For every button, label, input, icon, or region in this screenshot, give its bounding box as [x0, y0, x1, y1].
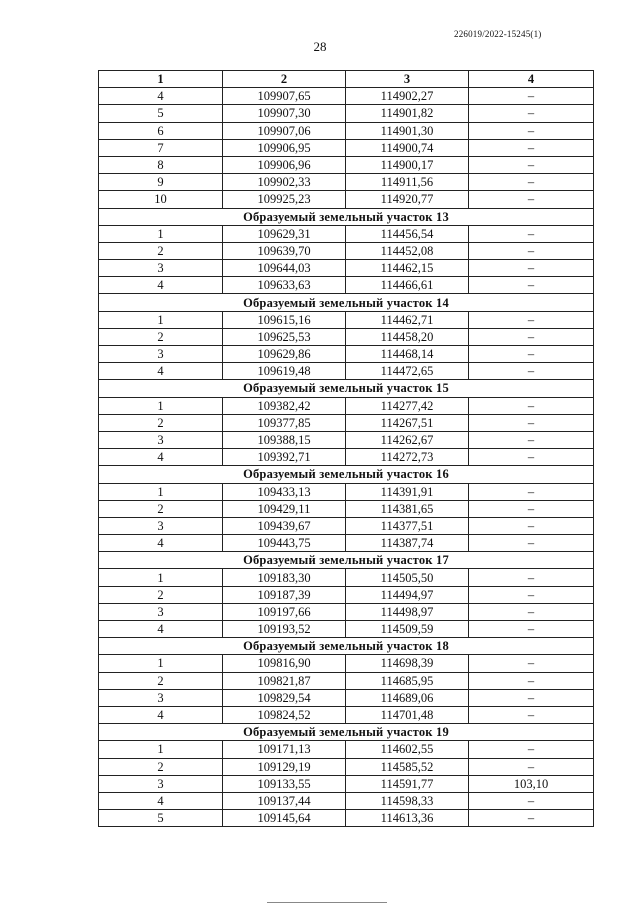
y-coordinate-cell: 114598,33	[346, 792, 469, 809]
value-cell: –	[469, 105, 594, 122]
table-row	[99, 156, 594, 173]
y-coordinate-cell: 114494,97	[346, 586, 469, 603]
column-header: 3	[346, 71, 469, 88]
value-cell: –	[469, 483, 594, 500]
table-row	[99, 655, 594, 672]
x-coordinate-cell: 109183,30	[223, 569, 346, 586]
table-row	[99, 775, 594, 792]
value-cell: –	[469, 449, 594, 466]
y-coordinate-cell: 114387,74	[346, 535, 469, 552]
point-number-cell: 3	[99, 689, 223, 706]
x-coordinate-cell: 109197,66	[223, 603, 346, 620]
section-header-row	[99, 294, 594, 311]
y-coordinate-cell: 114498,97	[346, 603, 469, 620]
point-number-cell: 2	[99, 758, 223, 775]
y-coordinate-cell: 114468,14	[346, 346, 469, 363]
table-row	[99, 397, 594, 414]
x-coordinate-cell: 109145,64	[223, 810, 346, 827]
value-cell: –	[469, 569, 594, 586]
x-coordinate-cell: 109193,52	[223, 621, 346, 638]
point-number-cell: 3	[99, 603, 223, 620]
x-coordinate-cell: 109907,30	[223, 105, 346, 122]
value-cell: –	[469, 500, 594, 517]
x-coordinate-cell: 109625,53	[223, 328, 346, 345]
y-coordinate-cell: 114689,06	[346, 689, 469, 706]
document-id: 226019/2022-15245(1)	[454, 29, 542, 39]
y-coordinate-cell: 114602,55	[346, 741, 469, 758]
point-number-cell: 4	[99, 792, 223, 809]
point-number-cell: 4	[99, 449, 223, 466]
table-row	[99, 706, 594, 723]
x-coordinate-cell: 109644,03	[223, 260, 346, 277]
table-row	[99, 260, 594, 277]
x-coordinate-cell: 109633,63	[223, 277, 346, 294]
value-cell: –	[469, 672, 594, 689]
x-coordinate-cell: 109392,71	[223, 449, 346, 466]
x-coordinate-cell: 109821,87	[223, 672, 346, 689]
table-row	[99, 483, 594, 500]
value-cell: –	[469, 517, 594, 534]
section-title: Образуемый земельный участок 18	[99, 638, 594, 655]
table-row	[99, 810, 594, 827]
coordinates-table	[98, 70, 594, 827]
point-number-cell: 4	[99, 88, 223, 105]
x-coordinate-cell: 109619,48	[223, 363, 346, 380]
point-number-cell: 2	[99, 328, 223, 345]
y-coordinate-cell: 114391,91	[346, 483, 469, 500]
table-row	[99, 500, 594, 517]
table-row	[99, 449, 594, 466]
y-coordinate-cell: 114901,82	[346, 105, 469, 122]
table-row	[99, 741, 594, 758]
y-coordinate-cell: 114277,42	[346, 397, 469, 414]
table-row	[99, 88, 594, 105]
point-number-cell: 3	[99, 346, 223, 363]
point-number-cell: 1	[99, 483, 223, 500]
x-coordinate-cell: 109171,13	[223, 741, 346, 758]
point-number-cell: 5	[99, 105, 223, 122]
table-row	[99, 174, 594, 191]
coordinates-table-body	[99, 71, 594, 827]
table-row	[99, 517, 594, 534]
y-coordinate-cell: 114381,65	[346, 500, 469, 517]
y-coordinate-cell: 114472,65	[346, 363, 469, 380]
section-header-row	[99, 552, 594, 569]
value-cell: –	[469, 414, 594, 431]
point-number-cell: 5	[99, 810, 223, 827]
point-number-cell: 3	[99, 517, 223, 534]
value-cell: –	[469, 621, 594, 638]
point-number-cell: 3	[99, 431, 223, 448]
x-coordinate-cell: 109629,86	[223, 346, 346, 363]
y-coordinate-cell: 114613,36	[346, 810, 469, 827]
table-row	[99, 191, 594, 208]
table-row	[99, 603, 594, 620]
y-coordinate-cell: 114462,15	[346, 260, 469, 277]
y-coordinate-cell: 114685,95	[346, 672, 469, 689]
value-cell: –	[469, 311, 594, 328]
section-title: Образуемый земельный участок 17	[99, 552, 594, 569]
y-coordinate-cell: 114920,77	[346, 191, 469, 208]
value-cell: –	[469, 139, 594, 156]
x-coordinate-cell: 109906,95	[223, 139, 346, 156]
point-number-cell: 7	[99, 139, 223, 156]
value-cell: –	[469, 758, 594, 775]
y-coordinate-cell: 114466,61	[346, 277, 469, 294]
x-coordinate-cell: 109907,65	[223, 88, 346, 105]
column-header: 2	[223, 71, 346, 88]
y-coordinate-cell: 114900,74	[346, 139, 469, 156]
x-coordinate-cell: 109443,75	[223, 535, 346, 552]
value-cell: –	[469, 328, 594, 345]
column-header: 4	[469, 71, 594, 88]
point-number-cell: 2	[99, 500, 223, 517]
value-cell: –	[469, 535, 594, 552]
value-cell: –	[469, 792, 594, 809]
table-row	[99, 535, 594, 552]
section-header-row	[99, 466, 594, 483]
table-row	[99, 621, 594, 638]
x-coordinate-cell: 109388,15	[223, 431, 346, 448]
table-row	[99, 328, 594, 345]
value-cell: –	[469, 689, 594, 706]
point-number-cell: 6	[99, 122, 223, 139]
point-number-cell: 1	[99, 741, 223, 758]
x-coordinate-cell: 109187,39	[223, 586, 346, 603]
value-cell: –	[469, 260, 594, 277]
x-coordinate-cell: 109906,96	[223, 156, 346, 173]
table-row	[99, 414, 594, 431]
point-number-cell: 4	[99, 621, 223, 638]
x-coordinate-cell: 109629,31	[223, 225, 346, 242]
point-number-cell: 1	[99, 655, 223, 672]
y-coordinate-cell: 114462,71	[346, 311, 469, 328]
point-number-cell: 4	[99, 363, 223, 380]
point-number-cell: 1	[99, 311, 223, 328]
section-title: Образуемый земельный участок 15	[99, 380, 594, 397]
y-coordinate-cell: 114267,51	[346, 414, 469, 431]
x-coordinate-cell: 109907,06	[223, 122, 346, 139]
point-number-cell: 2	[99, 672, 223, 689]
y-coordinate-cell: 114452,08	[346, 242, 469, 259]
point-number-cell: 9	[99, 174, 223, 191]
y-coordinate-cell: 114509,59	[346, 621, 469, 638]
value-cell: –	[469, 277, 594, 294]
table-row	[99, 139, 594, 156]
x-coordinate-cell: 109377,85	[223, 414, 346, 431]
value-cell: –	[469, 810, 594, 827]
value-cell: –	[469, 174, 594, 191]
value-cell: –	[469, 706, 594, 723]
section-title: Образуемый земельный участок 14	[99, 294, 594, 311]
y-coordinate-cell: 114591,77	[346, 775, 469, 792]
column-header: 1	[99, 71, 223, 88]
y-coordinate-cell: 114701,48	[346, 706, 469, 723]
y-coordinate-cell: 114585,52	[346, 758, 469, 775]
value-cell: 103,10	[469, 775, 594, 792]
section-header-row	[99, 380, 594, 397]
y-coordinate-cell: 114911,56	[346, 174, 469, 191]
table-row	[99, 431, 594, 448]
point-number-cell: 1	[99, 225, 223, 242]
section-title: Образуемый земельный участок 13	[99, 208, 594, 225]
y-coordinate-cell: 114272,73	[346, 449, 469, 466]
table-row	[99, 689, 594, 706]
point-number-cell: 4	[99, 535, 223, 552]
y-coordinate-cell: 114505,50	[346, 569, 469, 586]
x-coordinate-cell: 109902,33	[223, 174, 346, 191]
y-coordinate-cell: 114456,54	[346, 225, 469, 242]
value-cell: –	[469, 88, 594, 105]
table-row	[99, 277, 594, 294]
point-number-cell: 8	[99, 156, 223, 173]
x-coordinate-cell: 109639,70	[223, 242, 346, 259]
table-row	[99, 242, 594, 259]
point-number-cell: 2	[99, 586, 223, 603]
x-coordinate-cell: 109816,90	[223, 655, 346, 672]
section-header-row	[99, 208, 594, 225]
point-number-cell: 10	[99, 191, 223, 208]
table-row	[99, 363, 594, 380]
x-coordinate-cell: 109439,67	[223, 517, 346, 534]
section-header-row	[99, 638, 594, 655]
y-coordinate-cell: 114902,27	[346, 88, 469, 105]
footer-divider	[267, 902, 387, 903]
value-cell: –	[469, 741, 594, 758]
table-row	[99, 586, 594, 603]
table-row	[99, 105, 594, 122]
section-title: Образуемый земельный участок 16	[99, 466, 594, 483]
table-row	[99, 122, 594, 139]
point-number-cell: 1	[99, 569, 223, 586]
y-coordinate-cell: 114698,39	[346, 655, 469, 672]
value-cell: –	[469, 586, 594, 603]
value-cell: –	[469, 122, 594, 139]
x-coordinate-cell: 109137,44	[223, 792, 346, 809]
value-cell: –	[469, 346, 594, 363]
point-number-cell: 1	[99, 397, 223, 414]
point-number-cell: 4	[99, 706, 223, 723]
value-cell: –	[469, 363, 594, 380]
value-cell: –	[469, 225, 594, 242]
x-coordinate-cell: 109429,11	[223, 500, 346, 517]
x-coordinate-cell: 109824,52	[223, 706, 346, 723]
table-row	[99, 672, 594, 689]
table-row	[99, 346, 594, 363]
y-coordinate-cell: 114377,51	[346, 517, 469, 534]
table-row	[99, 792, 594, 809]
value-cell: –	[469, 655, 594, 672]
table-row	[99, 311, 594, 328]
table-row	[99, 569, 594, 586]
section-header-row	[99, 724, 594, 741]
table-row	[99, 225, 594, 242]
section-title: Образуемый земельный участок 19	[99, 724, 594, 741]
page-number: 28	[313, 39, 327, 54]
value-cell: –	[469, 397, 594, 414]
value-cell: –	[469, 242, 594, 259]
x-coordinate-cell: 109925,23	[223, 191, 346, 208]
point-number-cell: 3	[99, 260, 223, 277]
x-coordinate-cell: 109133,55	[223, 775, 346, 792]
table-row	[99, 758, 594, 775]
y-coordinate-cell: 114901,30	[346, 122, 469, 139]
x-coordinate-cell: 109382,42	[223, 397, 346, 414]
x-coordinate-cell: 109433,13	[223, 483, 346, 500]
x-coordinate-cell: 109615,16	[223, 311, 346, 328]
y-coordinate-cell: 114262,67	[346, 431, 469, 448]
x-coordinate-cell: 109129,19	[223, 758, 346, 775]
value-cell: –	[469, 191, 594, 208]
point-number-cell: 2	[99, 242, 223, 259]
table-header-row	[99, 71, 594, 88]
value-cell: –	[469, 156, 594, 173]
y-coordinate-cell: 114458,20	[346, 328, 469, 345]
value-cell: –	[469, 431, 594, 448]
point-number-cell: 2	[99, 414, 223, 431]
y-coordinate-cell: 114900,17	[346, 156, 469, 173]
value-cell: –	[469, 603, 594, 620]
x-coordinate-cell: 109829,54	[223, 689, 346, 706]
point-number-cell: 3	[99, 775, 223, 792]
point-number-cell: 4	[99, 277, 223, 294]
